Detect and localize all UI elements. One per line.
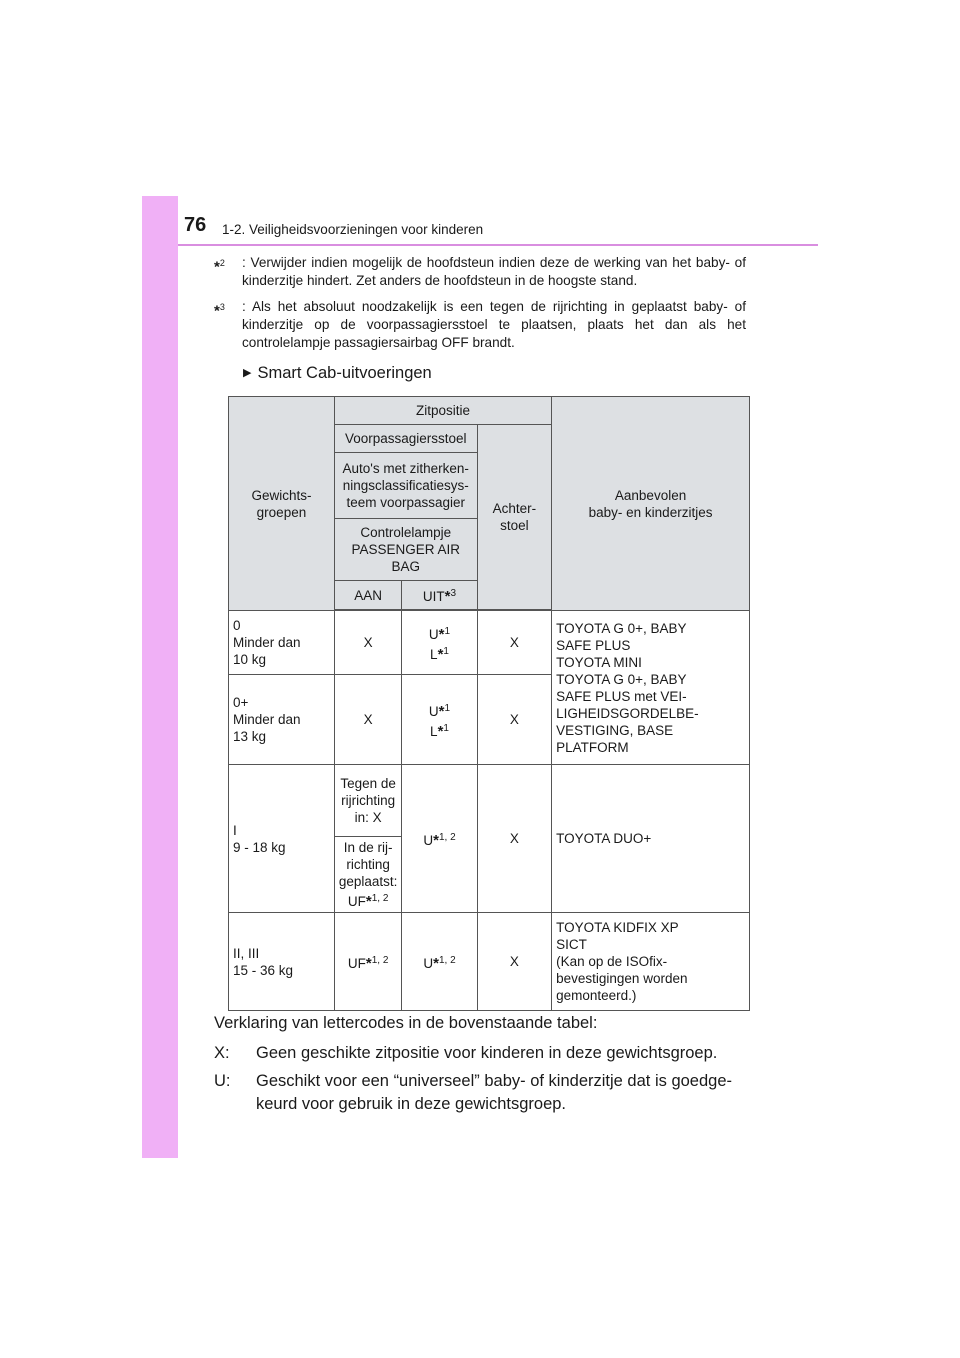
footnote-number: 3	[219, 302, 225, 312]
table-row	[229, 913, 750, 1011]
subsection-heading-text: Smart Cab-uitvoeringen	[257, 364, 432, 382]
legend-code: X:	[214, 1044, 230, 1062]
legend-text: Geen geschikte zitpositie voor kinderen in deze gewichtsgroep.	[256, 1044, 718, 1062]
header-rear-seat: Achter- stoel	[477, 425, 552, 610]
section-title: 1-2. Veiligheidsvoorzieningen voor kinderen	[222, 222, 484, 237]
header-classification: Auto's met zitherken- ningsclassificatiesys- teem voorpassagier	[334, 453, 477, 519]
legend-item-x	[214, 1042, 754, 1066]
rear-cell: X	[477, 913, 552, 1011]
on-cell: X	[334, 611, 402, 675]
legend-text: Geschikt voor een “universeel” baby- of kinderzitje dat is goedge-keurd voor gebruik in deze gewichtsgroep.	[256, 1072, 732, 1113]
rear-cell: X	[477, 765, 552, 913]
legend-code: U:	[214, 1072, 231, 1090]
table-row	[229, 765, 750, 837]
off-cell: U*$^{1, 2}$	[402, 913, 477, 1011]
on-cell-in-direction: In de rij- richting geplaatst: UF*$^{1, 2}$	[334, 837, 402, 913]
weight-group-cell: I 9 - 18 kg	[229, 765, 335, 913]
off-cell: U*$^{1, 2}$	[402, 765, 477, 913]
recommended-cell: TOYOTA G 0+, BABY SAFE PLUS TOYOTA MINI TOYOTA G 0+, BABY SAFE PLUS met VEI- LIGHEIDSGORDELBE- VESTIGING, BASE PLATFORM	[552, 611, 750, 765]
page-number: 76	[184, 214, 207, 236]
footnote-number: 2	[219, 258, 225, 268]
weight-group-cell: 0+ Minder dan 13 kg	[229, 675, 335, 765]
on-cell: X	[334, 675, 402, 765]
on-cell: UF*$^{1, 2}$	[334, 913, 402, 1011]
header-seat-position: Zitpositie	[334, 397, 551, 425]
subsection-heading	[243, 364, 432, 383]
header-on: AAN	[334, 581, 402, 610]
footnote-3	[214, 298, 746, 354]
legend-intro: Verklaring van lettercodes in de bovenstaande tabel:	[214, 1014, 598, 1032]
header-indicator: Controlelampje PASSENGER AIR BAG	[334, 519, 477, 581]
rear-cell: X	[477, 675, 552, 765]
legend-item-u	[214, 1070, 754, 1118]
weight-group-cell: II, III 15 - 36 kg	[229, 913, 335, 1011]
header-recommended: Aanbevolen baby- en kinderzitjes	[552, 397, 750, 611]
footnote-marker: *	[214, 258, 220, 276]
off-cell: U*$^1$ L*$^1$	[402, 675, 477, 765]
on-cell-against-direction: Tegen de rijrichting in: X	[334, 765, 402, 837]
rear-cell: X	[477, 611, 552, 675]
recommended-cell: TOYOTA KIDFIX XP SICT (Kan op de ISOfix- bevestigingen worden gemonteerd.)	[552, 913, 750, 1011]
off-cell: U*$^1$ L*$^1$	[402, 611, 477, 675]
header-off: UIT*$^3$	[402, 581, 477, 610]
weight-group-cell: 0 Minder dan 10 kg	[229, 611, 335, 675]
child-seat-table	[228, 396, 750, 1011]
footnote-text: : Verwijder indien mogelijk de hoofdsteun indien deze de werking van het baby- of kinderzitje hindert. Zet anders de hoofdsteun in de hoogste stand.	[242, 255, 746, 288]
chapter-side-bar	[142, 196, 178, 1158]
triangle-right-icon: ▶	[243, 367, 252, 379]
table-row	[229, 611, 750, 675]
recommended-cell: TOYOTA DUO+	[552, 765, 750, 913]
header-weight-groups: Gewichts- groepen	[229, 397, 335, 611]
header-front-passenger: Voorpassagiersstoel	[334, 425, 477, 453]
footnote-2	[214, 254, 746, 292]
footnote-marker: *	[214, 302, 220, 320]
footnote-text: : Als het absoluut noodzakelijk is een tegen de rijrichting in geplaatst baby- of kinderzitje op de voorpassagiersstoel te plaatsen, plaats het dan als het controlelampje passagiersairbag OFF brandt.	[242, 299, 746, 350]
header-divider	[178, 244, 818, 246]
